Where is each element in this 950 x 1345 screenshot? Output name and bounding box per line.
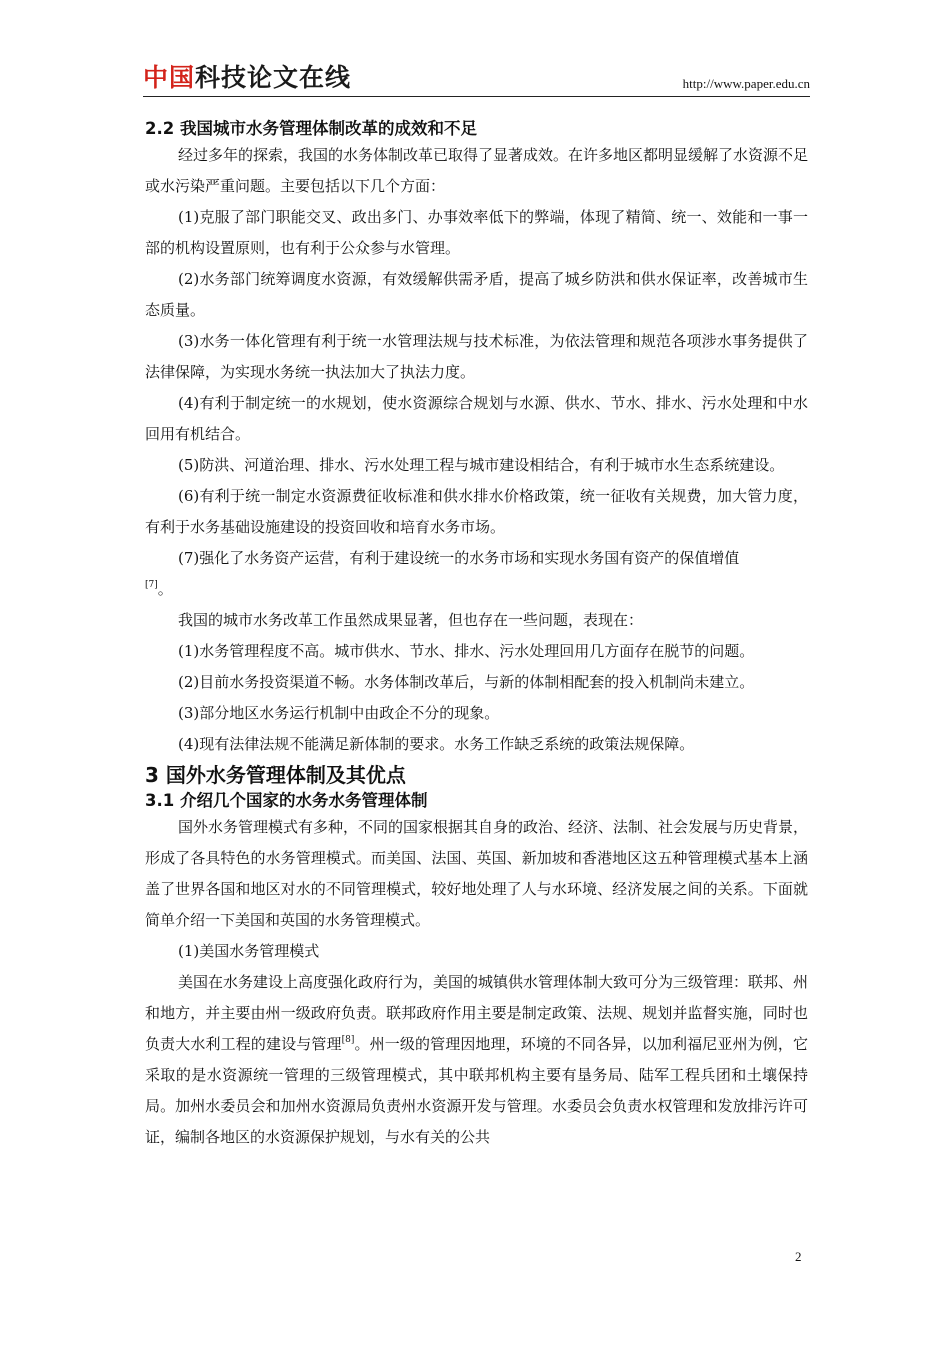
header-url[interactable]: http://www.paper.edu.cn xyxy=(682,76,810,91)
us-para-text-a: 美国在水务建设上高度强化政府行为，美国的城镇供水管理体制大致可分为三级管理：联邦、州和地方，并主要由州一级政府负责。联邦政府作用主要是制定政策、法规、规划并监督实施，同时也负责大水利工程的建设与管理 xyxy=(145,973,809,1053)
achievement-7-end: 。 xyxy=(157,580,173,598)
achievement-item: (2)水务部门统筹调度水资源，有效缓解供需矛盾，提高了城乡防洪和供水保证率，改善城市生态质量。 xyxy=(145,270,808,319)
problem-item: (3)部分地区水务运行机制中由政企不分的现象。 xyxy=(178,704,500,722)
section-3-1-heading: 3.1 介绍几个国家的水务水务管理体制 xyxy=(145,791,428,810)
problems-intro: 我国的城市水务改革工作虽然成果显著，但也存在一些问题，表现在： xyxy=(178,611,644,629)
achievement-7-text: (7)强化了水务资产运营，有利于建设统一的水务市场和实现水务国有资产的保值增值 xyxy=(178,549,740,567)
achievement-item: (6)有利于统一制定水资源费征收标准和供水排水价格政策，统一征收有关规费，加大管力度，有利于水务基础设施建设的投资回收和培育水务市场。 xyxy=(145,487,808,536)
section-2-2-heading: 2.2 我国城市水务管理体制改革的成效和不足 xyxy=(145,119,477,138)
us-model-para xyxy=(145,967,808,1153)
problem-item: (1)水务管理程度不高。城市供水、节水、排水、污水处理回用几方面存在脱节的问题。 xyxy=(178,642,755,660)
journal-logo xyxy=(143,62,351,94)
article-body xyxy=(145,118,808,1153)
section-3-heading: 3 国外水务管理体制及其优点 xyxy=(145,763,406,787)
achievement-item: (5)防洪、河道治理、排水、污水处理工程与城市建设相结合，有利于城市水生态系统建设。 xyxy=(178,456,785,474)
problem-item: (4)现有法律法规不能满足新体制的要求。水务工作缺乏系统的政策法规保障。 xyxy=(178,735,695,753)
problem-item: (2)目前水务投资渠道不畅。水务体制改革后，与新的体制相配套的投入机制尚未建立。 xyxy=(178,673,755,691)
citation-8[interactable]: [8] xyxy=(341,1035,355,1045)
section-2-2-intro: 经过多年的探索，我国的水务体制改革已取得了显著成效。在许多地区都明显缓解了水资源不足或水污染严重问题。主要包括以下几个方面： xyxy=(145,146,809,195)
achievement-item: (1)克服了部门职能交叉、政出多门、办事效率低下的弊端，体现了精简、统一、效能和一事一部的机构设置原则，也有利于公众参与水管理。 xyxy=(145,208,808,257)
logo-red-text: 中国 xyxy=(143,63,196,92)
achievement-item: (4)有利于制定统一的水规划，使水资源综合规划与水源、供水、节水、排水、污水处理和中水回用有机结合。 xyxy=(145,394,808,443)
page-header xyxy=(143,62,810,97)
citation-7[interactable]: [7] xyxy=(145,580,158,590)
page-number: 2 xyxy=(795,1249,802,1264)
achievement-item: (3)水务一体化管理有利于统一水管理法规与技术标准，为依法管理和规范各项涉水事务提供了法律保障，为实现水务统一执法加大了执法力度。 xyxy=(145,332,808,381)
achievement-item-7 xyxy=(145,543,808,605)
logo-dark-text: 科技论文在线 xyxy=(195,63,352,92)
section-3-1-para: 国外水务管理模式有多种，不同的国家根据其自身的政治、经济、法制、社会发展与历史背景，形成了各具特色的水务管理模式。而美国、法国、英国、新加坡和香港地区这五种管理模式基本上涵盖了世界各国和地区对水的不同管理模式，较好地处理了人与水环境、经济发展之间的关系。下面就简单介绍一下美国和英国的水务管理模式。 xyxy=(145,818,809,929)
us-model-heading: (1)美国水务管理模式 xyxy=(178,942,320,960)
us-para-text-b: 。州一级的管理因地理，环境的不同各异，以加利福尼亚州为例，它采取的是水资源统一管理的三级管理模式，其中联邦机构主要有垦务局、陆军工程兵团和土壤保持局。加州水委员会和加州水资源局负责州水资源开发与管理。水委员会负责水权管理和发放排污许可证，编制各地区的水资源保护规划，与水有关的公共 xyxy=(145,1035,808,1146)
